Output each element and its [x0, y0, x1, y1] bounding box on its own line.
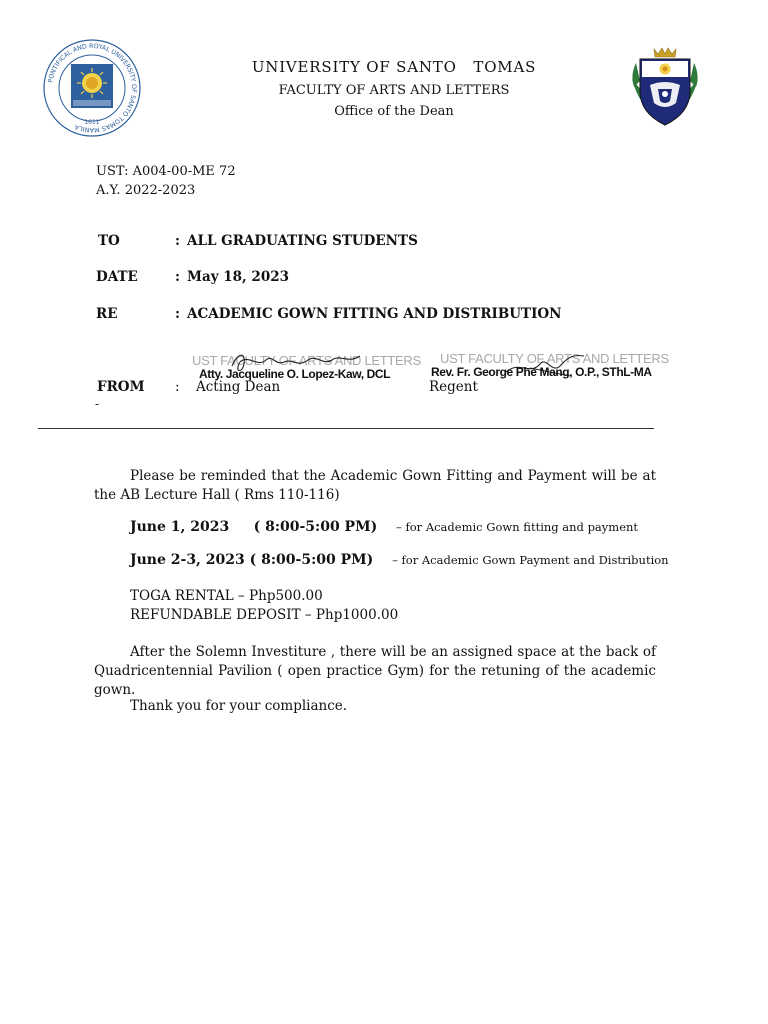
toga-rental: TOGA RENTAL – Php500.00	[130, 588, 323, 604]
academic-year: A.Y. 2022-2023	[96, 183, 196, 198]
faculty-crest	[628, 45, 702, 127]
university-name: UNIVERSITY OF SANTO TOMAS	[251, 58, 537, 76]
faculty-crest-icon	[628, 45, 702, 127]
signatory-2-title: Regent	[429, 379, 478, 395]
schedule-2-note: – for Academic Gown Payment and Distribution	[392, 553, 669, 567]
signatory-1-name: Atty. Jacqueline O. Lopez-Kaw, DCL	[199, 367, 391, 381]
from-dash: -	[95, 397, 100, 411]
thanks-text: Thank you for your compliance.	[130, 698, 348, 714]
schedule-1-date	[130, 519, 638, 535]
reference-code: UST: A004-00-ME 72	[96, 164, 236, 179]
date-colon: :	[175, 269, 180, 285]
schedule-2-date	[130, 552, 669, 568]
re-value: ACADEMIC GOWN FITTING AND DISTRIBUTION	[187, 306, 562, 322]
date-value: May 18, 2023	[187, 269, 289, 285]
to-colon: :	[175, 233, 180, 249]
schedule-1-date-text: June 1, 2023 ( 8:00-5:00 PM)	[130, 519, 378, 535]
office-name: Office of the Dean	[334, 104, 454, 119]
to-label: TO	[98, 233, 120, 249]
returning-paragraph	[94, 643, 656, 700]
returning-text: After the Solemn Investiture , there will be an assigned space at the back of Quadricentennial Pavilion ( open practice Gym) for the retuning of the academic gown.	[94, 644, 656, 698]
from-label: FROM	[97, 379, 145, 395]
to-value: ALL GRADUATING STUDENTS	[187, 233, 418, 249]
seal-year: 1611	[84, 119, 100, 126]
date-label: DATE	[96, 269, 138, 285]
schedule-2-date-text: June 2-3, 2023 ( 8:00-5:00 PM)	[130, 552, 374, 568]
signatory-1-title: Acting Dean	[196, 379, 281, 395]
signatory-2-watermark: UST FACULTY OF ARTS AND LETTERS	[440, 351, 669, 366]
refundable-deposit: REFUNDABLE DEPOSIT – Php1000.00	[130, 607, 399, 623]
faculty-name: FACULTY OF ARTS AND LETTERS	[278, 83, 510, 98]
seal-ring-text: PONTIFICAL AND ROYAL UNIVERSITY OF SANTO TOMAS MANILA	[47, 42, 138, 134]
reminder-paragraph	[94, 467, 656, 505]
from-colon: :	[175, 379, 180, 395]
re-colon: :	[175, 306, 180, 322]
section-divider	[38, 428, 654, 429]
schedule-1-note: – for Academic Gown fitting and payment	[396, 520, 639, 534]
reminder-text: Please be reminded that the Academic Gown Fitting and Payment will be at the AB Lecture Hall ( Rms 110-116)	[94, 468, 656, 503]
signatory-1-watermark: UST FACULTY OF ARTS AND LETTERS	[192, 353, 421, 368]
re-label: RE	[96, 306, 118, 322]
signatory-2-name: Rev. Fr. George Phe Mang, O.P., SThL-MA	[431, 365, 652, 379]
